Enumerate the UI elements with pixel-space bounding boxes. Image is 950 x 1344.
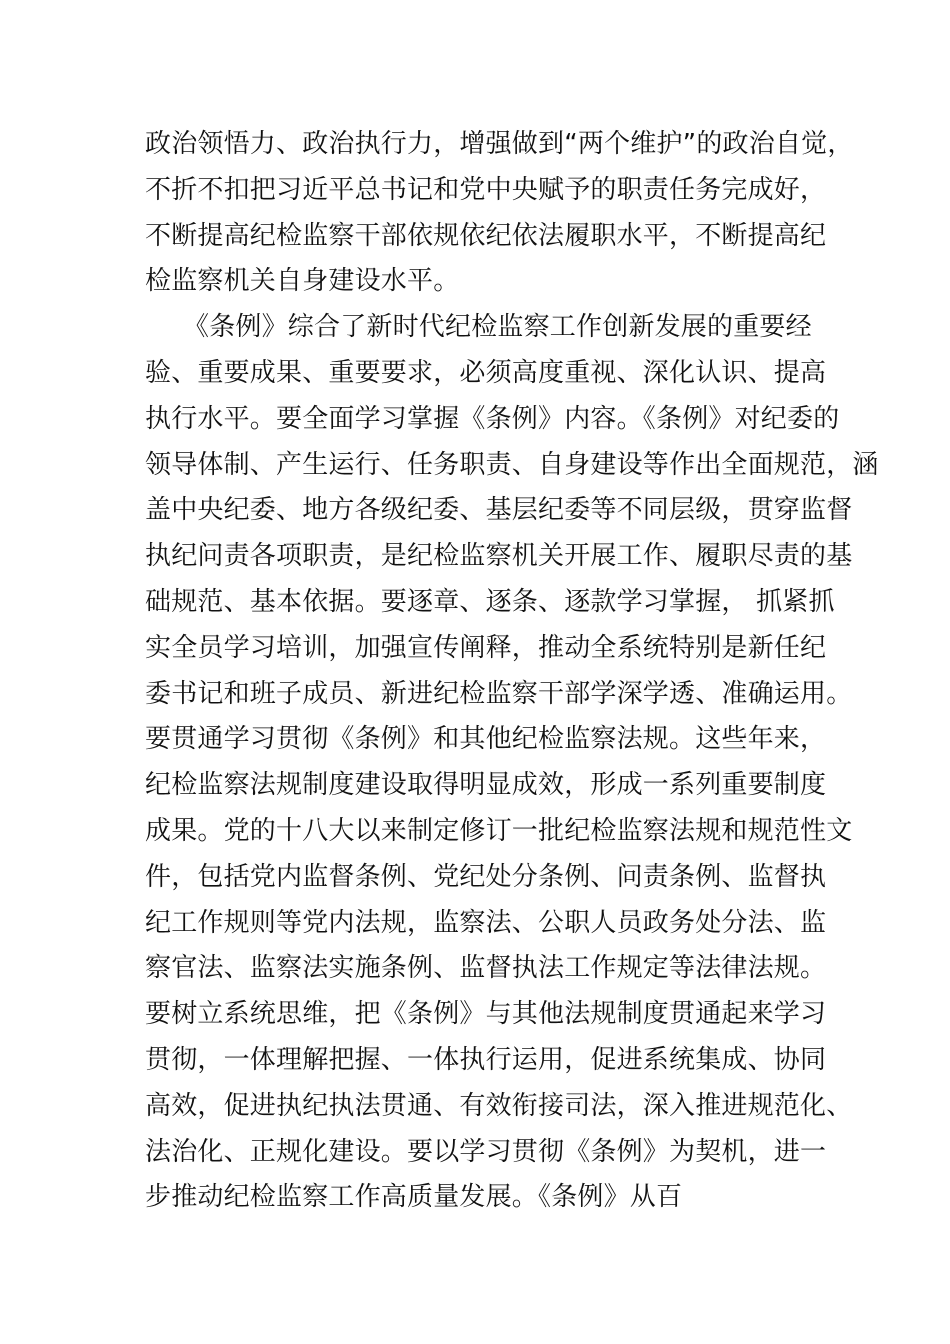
text-line: 察官法、监察法实施条例、监督执法工作规定等法律法规。 <box>145 953 827 984</box>
text-line: 委书记和班子成员、新进纪检监察干部学深学透、准确运用。 <box>145 678 853 709</box>
paragraph-first-line: 《条例》综合了新时代纪检监察工作创新发展的重要经 <box>183 312 812 343</box>
text-line: 件，包括党内监督条例、党纪处分条例、问责条例、监督执 <box>145 861 827 892</box>
body-text <box>145 122 879 1221</box>
text-line: 政治领悟力、政治执行力，增强做到“两个维护”的政治自觉， <box>145 129 854 159</box>
text-line: 检监察机关自身建设水平。 <box>145 266 460 297</box>
text-line: 盖中央纪委、地方各级纪委、基层纪委等不同层级，贯穿监督 <box>145 495 853 526</box>
text-line: 不断提高纪检监察干部依规依纪依法履职水平，不断提高纪 <box>145 220 827 251</box>
text-line: 法治化、正规化建设。要以学习贯彻《条例》为契机，进一 <box>145 1136 827 1167</box>
text-line: 纪工作规则等党内法规，监察法、公职人员政务处分法、监 <box>145 907 827 938</box>
text-line: 高效，促进执纪执法贯通、有效衔接司法，深入推进规范化、 <box>145 1090 853 1121</box>
text-line: 实全员学习培训，加强宣传阐释，推动全系统特别是新任纪 <box>145 632 827 663</box>
text-line: 纪检监察法规制度建设取得明显成效，形成一系列重要制度 <box>145 770 827 801</box>
text-line: 成果。党的十八大以来制定修订一批纪检监察法规和规范性文 <box>145 815 853 846</box>
text-line: 步推动纪检监察工作高质量发展。《条例》从百 <box>145 1182 683 1213</box>
text-line: 础规范、基本依据。要逐章、逐条、逐款学习掌握， 抓紧抓 <box>145 586 835 617</box>
text-line: 不折不扣把习近平总书记和党中央赋予的职责任务完成好， <box>145 174 827 205</box>
text-line: 贯彻，一体理解把握、一体执行运用，促进系统集成、协同 <box>145 1044 827 1075</box>
text-line: 执纪问责各项职责，是纪检监察机关开展工作、履职尽责的基 <box>145 541 853 572</box>
text-line: 领导体制、产生运行、任务职责、自身建设等作出全面规范，涵 <box>145 449 879 480</box>
text-line: 验、重要成果、重要要求，必须高度重视、深化认识、提高 <box>145 357 827 388</box>
text-line: 要贯通学习贯彻《条例》和其他纪检监察法规。这些年来， <box>145 724 827 755</box>
text-line: 执行水平。要全面学习掌握《条例》内容。《条例》对纪委的 <box>145 403 840 434</box>
text-line: 要树立系统思维，把《条例》与其他法规制度贯通起来学习 <box>145 999 827 1030</box>
